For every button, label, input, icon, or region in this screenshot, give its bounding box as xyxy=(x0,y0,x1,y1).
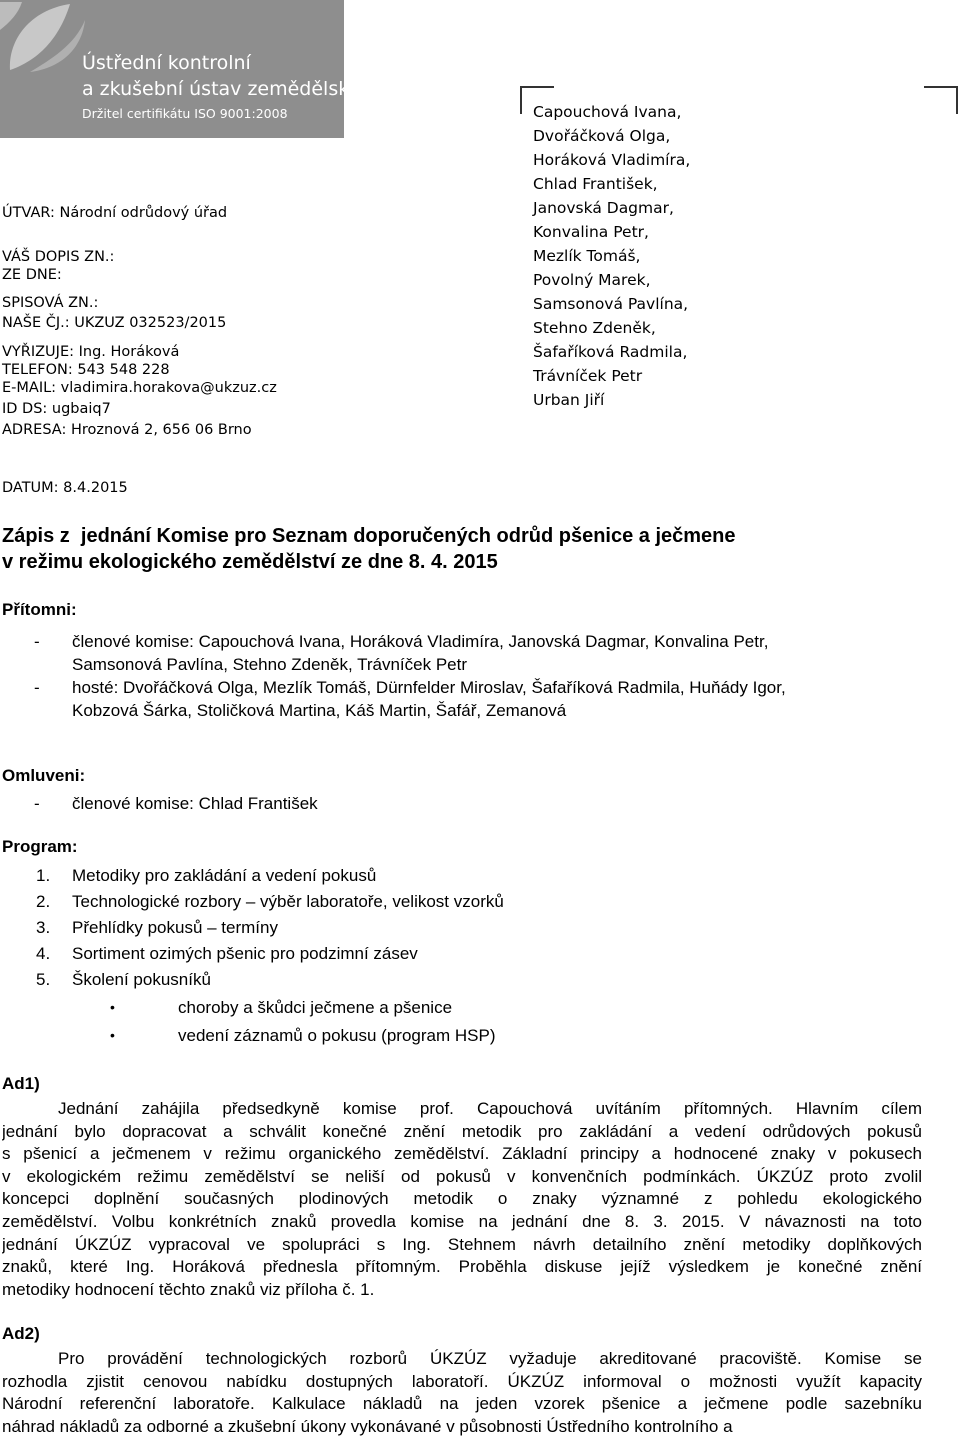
email: E-MAIL: vladimira.horakova@ukzuz.cz xyxy=(2,380,277,396)
logo-certificate: Držitel certifikátu ISO 9001:2008 xyxy=(82,106,288,121)
recipient-name: Samsonová Pavlína, xyxy=(533,295,689,313)
id-ds: ID DS: ugbaiq7 xyxy=(2,401,111,417)
present-heading: Přítomni: xyxy=(2,600,77,619)
bullet-icon: • xyxy=(110,1027,115,1043)
utvar: ÚTVAR: Národní odrůdový úřad xyxy=(2,205,228,221)
present-dash-1: - xyxy=(34,632,40,651)
program-subitem: choroby a škůdci ječmene a pšenice xyxy=(178,998,453,1017)
vyrizuje: VYŘIZUJE: Ing. Horáková xyxy=(2,344,180,360)
ad1-heading: Ad1) xyxy=(2,1074,40,1093)
present-dash-2: - xyxy=(34,678,40,697)
bullet-icon: • xyxy=(110,999,115,1015)
recipient-name: Povolný Marek, xyxy=(533,271,651,289)
program-item: Metodiky pro zakládání a vedení pokusů xyxy=(72,866,377,885)
ad1-line: metodiky hodnocení těchto znaků viz příloha č. 1. xyxy=(2,1279,375,1299)
program-item-num: 2. xyxy=(36,892,51,911)
excused-text: členové komise: Chlad František xyxy=(72,794,318,813)
title-line-1: Zápis z jednání Komise pro Seznam doporučených odrůd pšenice a ječmene xyxy=(2,525,736,547)
program-item-num: 5. xyxy=(36,970,51,989)
recipient-name: Dvořáčková Olga, xyxy=(533,127,671,145)
ad1-line: koncepci doplnění současných plodinových metodik o znaky významné z pohledu ekologického xyxy=(2,1189,922,1209)
recipient-name: Horáková Vladimíra, xyxy=(533,151,691,169)
ad1-paragraph xyxy=(2,1098,922,1301)
excused-dash: - xyxy=(34,794,40,813)
ad2-line: rozhodla zjistit cenovou nabídku dostupných laboratoří. ÚKZÚZ informoval o možnosti využít kapacity xyxy=(2,1371,922,1391)
document-date: DATUM: 8.4.2015 xyxy=(2,480,128,496)
telefon: TELEFON: 543 548 228 xyxy=(2,362,170,378)
vas-dopis: VÁŠ DOPIS ZN.: xyxy=(2,249,115,265)
ad1-line: s pšenicí a ječmenem v režimu organického zemědělství. Základní principy a hodnocené znaky v pokusech xyxy=(2,1144,922,1164)
institution-logo xyxy=(0,0,360,138)
recipient-name: Konvalina Petr, xyxy=(533,223,649,241)
program-item: Přehlídky pokusů – termíny xyxy=(72,918,278,937)
program-item: Technologické rozbory – výběr laboratoře, velikost vzorků xyxy=(72,892,504,911)
recipient-name: Capouchová Ivana, xyxy=(533,103,682,121)
logo-line-2: a zkušební ústav zemědělský xyxy=(82,78,360,100)
ad2-line: Pro provádění technologických rozborů ÚKZÚZ vyžaduje akreditované pracoviště. Komise se xyxy=(58,1349,922,1368)
ad1-line: znaků, které Ing. Horáková přednesla přítomným. Proběhla diskuse jejíž výsledkem je konečné znění xyxy=(2,1257,922,1277)
logo-line-1: Ústřední kontrolní xyxy=(82,52,251,74)
present-members-line-1: členové komise: Capouchová Ivana, Horáková Vladimíra, Janovská Dagmar, Konvalina Petr, xyxy=(72,632,769,651)
recipient-name: Chlad František, xyxy=(533,175,658,193)
ad1-line: jednání ÚKZÚZ vypracoval ve spolupráci s Ing. Stehnem návrh detailního znění metodiky doplňkových xyxy=(2,1234,922,1254)
adresa: ADRESA: Hroznová 2, 656 06 Brno xyxy=(2,422,252,438)
recipient-name: Šafaříková Radmila, xyxy=(533,343,688,361)
program-heading: Program: xyxy=(2,837,78,856)
program-item: Sortiment ozimých pšenic pro podzimní zásev xyxy=(72,944,418,963)
ze-dne: ZE DNE: xyxy=(2,267,62,283)
recipient-name: Trávníček Petr xyxy=(533,367,643,385)
present-guests-line-1: hosté: Dvořáčková Olga, Mezlík Tomáš, Dürnfelder Miroslav, Šafaříková Radmila, Huňády Igor, xyxy=(72,678,786,697)
title-line-2: v režimu ekologického zemědělství ze dne 8. 4. 2015 xyxy=(2,551,498,573)
document-title xyxy=(2,523,932,575)
ad1-line: Jednání zahájila předsedkyně komise prof. Capouchová uvítáním přítomných. Hlavním cílem xyxy=(58,1099,922,1118)
recipient-name: Stehno Zdeněk, xyxy=(533,319,656,337)
recipient-name: Janovská Dagmar, xyxy=(533,199,674,217)
ad2-heading: Ad2) xyxy=(2,1324,40,1343)
program-item-num: 1. xyxy=(36,866,51,885)
recipient-name: Urban Jiří xyxy=(533,391,605,409)
address-window-corner-right xyxy=(924,86,958,114)
ad1-line: v ekologickém režimu zemědělství se neliší od pokusů v konvenčních podmínkách. ÚKZÚZ proto zvolil xyxy=(2,1166,922,1186)
ad2-line: náhrad nákladů za odborné a zkušební úkony vykonávané v působnosti Ústředního kontrolního a xyxy=(2,1416,733,1436)
program-item-num: 4. xyxy=(36,944,51,963)
program-item-num: 3. xyxy=(36,918,51,937)
recipient-name: Mezlík Tomáš, xyxy=(533,247,641,265)
leaf-logo-icon xyxy=(0,0,90,80)
excused-heading: Omluveni: xyxy=(2,766,86,785)
recipients-list xyxy=(533,100,690,412)
ad1-line: jednání bylo dopracovat a schválit konečné znění metodik pro zakládání a vedení odrůdových pokusů xyxy=(2,1121,922,1141)
ad2-paragraph xyxy=(2,1348,922,1438)
spisova-zn: SPISOVÁ ZN.: xyxy=(2,295,99,311)
ad2-line: Národní referenční laboratoře. Kalkulace nákladů na jeden vzorek pšenice a ječmene podle sazebníku xyxy=(2,1394,922,1414)
present-members-line-2: Samsonová Pavlína, Stehno Zdeněk, Trávníček Petr xyxy=(72,655,467,674)
nase-cj: NAŠE ČJ.: UKZUZ 032523/2015 xyxy=(2,315,227,331)
present-guests-line-2: Kobzová Šárka, Stoličková Martina, Káš Martin, Šafář, Zemanová xyxy=(72,701,567,720)
ad1-line: zemědělství. Volbu konkrétních znaků provedla komise na jednání dne 8. 3. 2015. V návaznosti na toto xyxy=(2,1211,922,1231)
program-subitem: vedení záznamů o pokusu (program HSP) xyxy=(178,1026,496,1045)
program-item: Školení pokusníků xyxy=(72,970,211,989)
